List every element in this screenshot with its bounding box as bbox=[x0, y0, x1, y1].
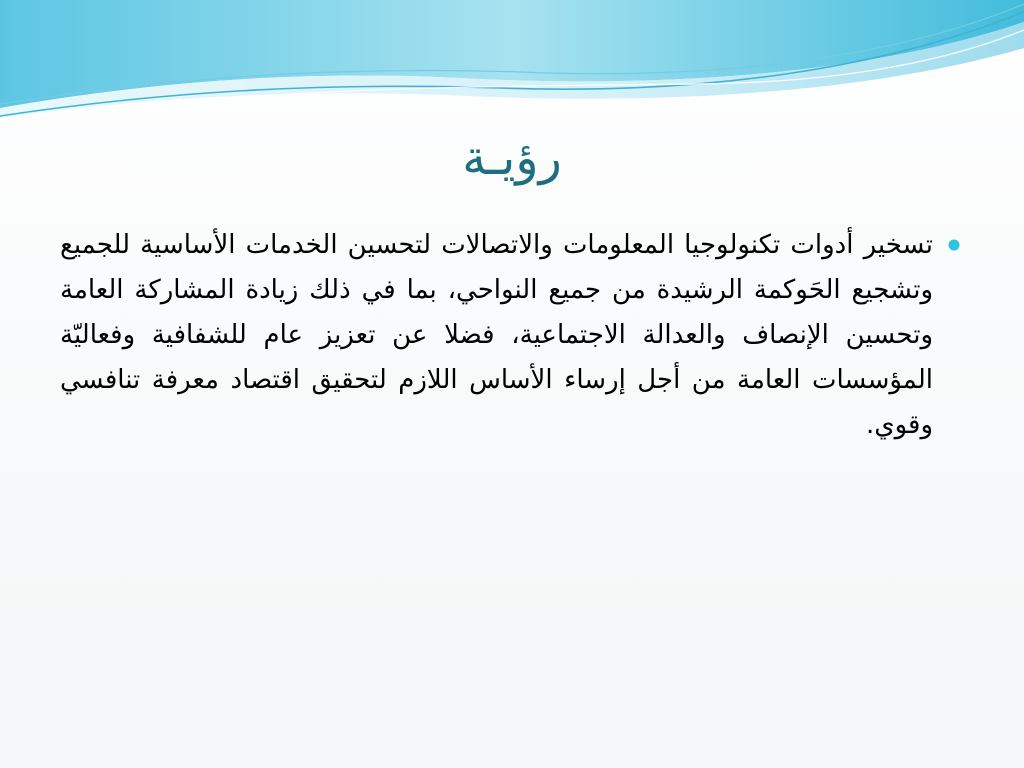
bullet-text: تسخير أدوات تكنولوجيا المعلومات والاتصالات لتحسين الخدمات الأساسية للجميع وتشجيع الحَوكمة الرشيدة من جميع النواحي، بما في ذلك زيادة المشاركة العامة وتحسين الإنصاف والعدالة الاجتماعية، فضلا عن تعزيز عام للشفافية وفعاليّة المؤسسات العامة من أجل إرساء الأساس اللازم لتحقيق اقتصاد معرفة تنافسي وقوي. bbox=[60, 230, 933, 440]
bullet-item bbox=[60, 223, 965, 448]
bullet-dot-icon bbox=[947, 238, 961, 252]
slide-title: رؤيـة bbox=[462, 130, 562, 186]
slide-content bbox=[60, 223, 965, 483]
decorative-wave-header bbox=[0, 0, 1024, 130]
